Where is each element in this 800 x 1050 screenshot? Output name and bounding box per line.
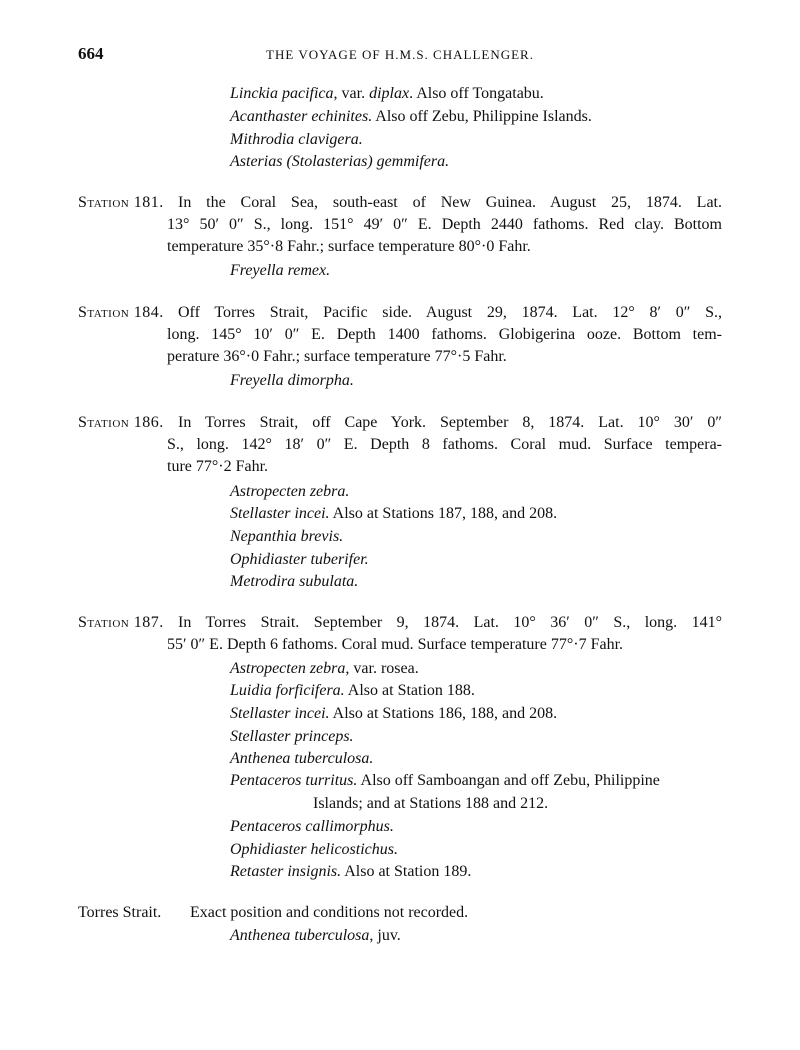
station-label: Station 181. bbox=[78, 194, 164, 211]
species-entry bbox=[230, 840, 398, 860]
species-name: Retaster insignis. bbox=[230, 863, 342, 880]
species-name: Stellaster incei. bbox=[230, 505, 330, 522]
species-note: , juv. bbox=[369, 927, 401, 944]
species-entry bbox=[230, 261, 330, 281]
species-name: Anthenea tuberculosa bbox=[230, 927, 370, 944]
species-name: Mithrodia clavigera. bbox=[230, 131, 363, 148]
station-text-line: 13° 50′ 0″ S., long. 151° 49′ 0″ E. Depth 2440 fathoms. Red clay. Bottom bbox=[167, 216, 722, 233]
species-entry bbox=[230, 704, 557, 724]
species-name: Pentaceros turritus. bbox=[230, 772, 358, 789]
species-variety: diplax bbox=[369, 85, 410, 102]
species-name: Astropecten zebra. bbox=[230, 483, 350, 500]
species-name: Stellaster princeps. bbox=[230, 728, 354, 745]
species-note: . Also off Tongatabu. bbox=[409, 85, 544, 102]
species-note: Also off Samboangan and off Zebu, Philippine bbox=[357, 772, 660, 789]
species-name: Luidia forficifera. bbox=[230, 682, 345, 699]
species-entry bbox=[230, 727, 354, 747]
species-note: Also at Station 188. bbox=[344, 682, 475, 699]
station-text-line: Off Torres Strait, Pacific side. August 29, 1874. Lat. 12° 8′ 0″ S., bbox=[178, 304, 722, 321]
station-text-line: In the Coral Sea, south-east of New Guinea. August 25, 1874. Lat. bbox=[178, 194, 722, 211]
species-entry bbox=[230, 130, 363, 150]
station-text-line: 55′ 0″ E. Depth 6 fathoms. Coral mud. Surface temperature 77°·7 Fahr. bbox=[167, 636, 624, 653]
species-name: Freyella remex. bbox=[230, 262, 331, 279]
species-entry bbox=[230, 550, 369, 570]
species-name: Astropecten zebra bbox=[230, 660, 346, 677]
station-label: Station 186. bbox=[78, 414, 164, 431]
station-text-line: S., long. 142° 18′ 0″ E. Depth 8 fathoms. Coral mud. Surface tempera- bbox=[167, 436, 722, 453]
species-name: Ophidiaster tuberifer. bbox=[230, 551, 369, 568]
species-note: Also at Stations 186, 188, and 208. bbox=[329, 705, 558, 722]
species-name: Linckia pacifica bbox=[230, 85, 334, 102]
station-text-line: In Torres Strait, off Cape York. September 8, 1874. Lat. 10° 30′ 0″ bbox=[178, 414, 722, 431]
species-entry bbox=[230, 749, 373, 769]
species-note: Also at Stations 187, 188, and 208. bbox=[329, 505, 558, 522]
species-name: Ophidiaster helicostichus. bbox=[230, 841, 398, 858]
locality-text: Exact position and conditions not recorded. bbox=[190, 904, 469, 921]
species-entry bbox=[230, 659, 419, 679]
species-entry bbox=[230, 572, 358, 592]
species-note: , var. rosea. bbox=[345, 660, 419, 677]
running-title: THE VOYAGE OF H.M.S. CHALLENGER. bbox=[266, 47, 534, 62]
species-entry bbox=[230, 771, 660, 791]
locality-label: Torres Strait. bbox=[78, 904, 162, 921]
species-entry bbox=[230, 862, 471, 882]
species-rest: , var. bbox=[333, 85, 370, 102]
species-entry bbox=[230, 371, 354, 391]
species-name: Metrodira subulata. bbox=[230, 573, 359, 590]
station-label: Station 184. bbox=[78, 304, 164, 321]
station-text-line: In Torres Strait. September 9, 1874. Lat. 10° 36′ 0″ S., long. 141° bbox=[178, 614, 722, 631]
species-entry bbox=[230, 527, 343, 547]
species-name: Nepanthia brevis. bbox=[230, 528, 344, 545]
species-entry bbox=[230, 817, 394, 837]
station-label: Station 187. bbox=[78, 614, 164, 631]
species-name: Pentaceros callimorphus. bbox=[230, 818, 394, 835]
species-entry bbox=[230, 926, 401, 946]
species-entry bbox=[230, 152, 449, 172]
species-entry bbox=[230, 681, 475, 701]
species-name: Anthenea tuberculosa. bbox=[230, 750, 374, 767]
species-name: Stellaster incei. bbox=[230, 705, 330, 722]
species-entry bbox=[230, 107, 592, 127]
species-name: Acanthaster echinites. bbox=[230, 108, 373, 125]
species-entry bbox=[230, 482, 349, 502]
page-header bbox=[0, 44, 800, 66]
species-name: Freyella dimorpha. bbox=[230, 372, 354, 389]
page-number: 664 bbox=[78, 44, 104, 63]
station-text-line: long. 145° 10′ 0″ E. Depth 1400 fathoms. Globigerina ooze. Bottom tem- bbox=[167, 326, 722, 343]
species-entry bbox=[230, 504, 557, 524]
species-name: Asterias (Stolasterias) gemmifera. bbox=[230, 153, 450, 170]
station-text-line: ture 77°·2 Fahr. bbox=[167, 458, 269, 475]
station-text-line: temperature 35°·8 Fahr.; surface temperature 80°·0 Fahr. bbox=[167, 238, 531, 255]
species-note-continuation: Islands; and at Stations 188 and 212. bbox=[313, 795, 549, 812]
species-note: Also off Zebu, Philippine Islands. bbox=[372, 108, 592, 125]
station-text-line: perature 36°·0 Fahr.; surface temperature 77°·5 Fahr. bbox=[167, 348, 507, 365]
species-entry bbox=[230, 84, 544, 104]
species-note: Also at Station 189. bbox=[341, 863, 472, 880]
